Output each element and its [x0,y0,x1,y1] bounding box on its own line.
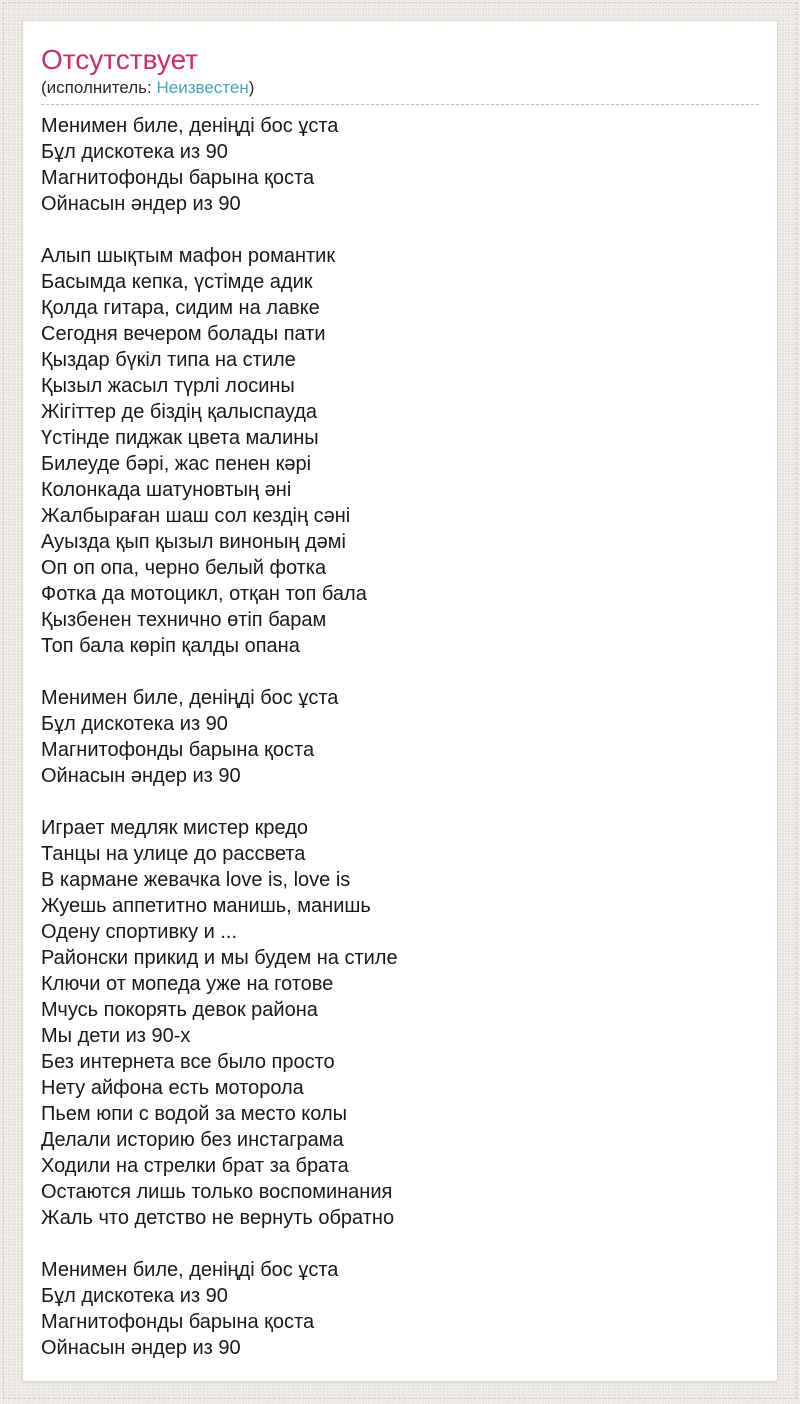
lyric-line: Қолда гитара, сидим на лавке [41,297,320,319]
lyric-line: Ходили на стрелки брат за брата [41,1155,349,1177]
artist-line [41,78,759,98]
lyric-line: Магнитофонды барына қоста [41,167,315,189]
lyric-line: Бұл дискотека из 90 [41,1285,228,1307]
lyric-line: Билеуде бәрі, жас пенен кәрі [41,453,312,475]
lyric-line: Ойнасын әндер из 90 [41,765,241,787]
lyrics-text [41,113,759,1361]
lyric-line: Бұл дискотека из 90 [41,713,228,735]
lyric-line: Менимен биле, деніңді бос ұста [41,115,339,137]
lyric-line: Колонкада шатуновтың әні [41,479,292,501]
lyric-line: Ойнасын әндер из 90 [41,1337,241,1359]
stanza-gap [41,1231,759,1257]
lyric-line: Басымда кепка, үстімде адик [41,271,313,293]
lyric-line: Үстінде пиджак цвета малины [41,427,319,449]
lyric-line: Одену спортивку и ... [41,921,238,943]
lyric-line: Нету айфона есть моторола [41,1077,304,1099]
lyric-line: Фотка да мотоцикл, отқан топ бала [41,583,367,605]
lyric-line: Магнитофонды барына қоста [41,1311,315,1333]
lyrics-card [22,20,778,1382]
lyric-line: Жалбыраған шаш сол кездің сәні [41,505,351,527]
lyric-line: Жуешь аппетитно манишь, манишь [41,895,371,917]
artist-suffix: ) [248,78,255,97]
lyric-line: Топ бала көріп қалды опана [41,635,300,657]
artist-label: (исполнитель: [41,78,157,97]
lyric-line: Без интернета все было просто [41,1051,335,1073]
lyric-line: Оп оп опа, черно белый фотка [41,557,327,579]
lyric-line: Мы дети из 90-х [41,1025,191,1047]
lyric-line: Менимен биле, деніңді бос ұста [41,1259,339,1281]
lyric-line: Делали историю без инстаграма [41,1129,344,1151]
stanza-gap [41,659,759,685]
lyric-line: Мчусь покорять девок района [41,999,318,1021]
lyric-line: Қызыл жасыл түрлі лосины [41,375,295,397]
lyric-line: В кармане жевачка love is, love is [41,869,351,891]
lyric-line: Магнитофонды барына қоста [41,739,315,761]
lyric-line: Жаль что детство не вернуть обратно [41,1207,395,1229]
lyric-line: Алып шықтым мафон романтик [41,245,336,267]
lyric-line: Играет медляк мистер кредо [41,817,309,839]
stanza-gap [41,217,759,243]
header-divider [41,104,759,105]
lyric-line: Пьем юпи с водой за место колы [41,1103,347,1125]
stanza-gap [41,789,759,815]
lyric-line: Танцы на улице до рассвета [41,843,306,865]
song-title: Отсутствует [41,44,199,75]
artist-link[interactable]: Неизвестен [156,78,249,97]
lyric-line: Қызбенен технично өтіп барам [41,609,327,631]
lyric-line: Районски прикид и мы будем на стиле [41,947,398,969]
lyric-line: Ключи от мопеда уже на готове [41,973,334,995]
lyric-line: Остаются лишь только воспоминания [41,1181,393,1203]
lyric-line: Қыздар бүкіл типа на стиле [41,349,296,371]
lyric-line: Сегодня вечером болады пати [41,323,326,345]
lyric-line: Ойнасын әндер из 90 [41,193,241,215]
lyric-line: Ауызда қып қызыл виноның дәмі [41,531,346,553]
lyric-line: Менимен биле, деніңді бос ұста [41,687,339,709]
lyric-line: Жігіттер де біздің қалыспауда [41,401,318,423]
lyric-line: Бұл дискотека из 90 [41,141,228,163]
